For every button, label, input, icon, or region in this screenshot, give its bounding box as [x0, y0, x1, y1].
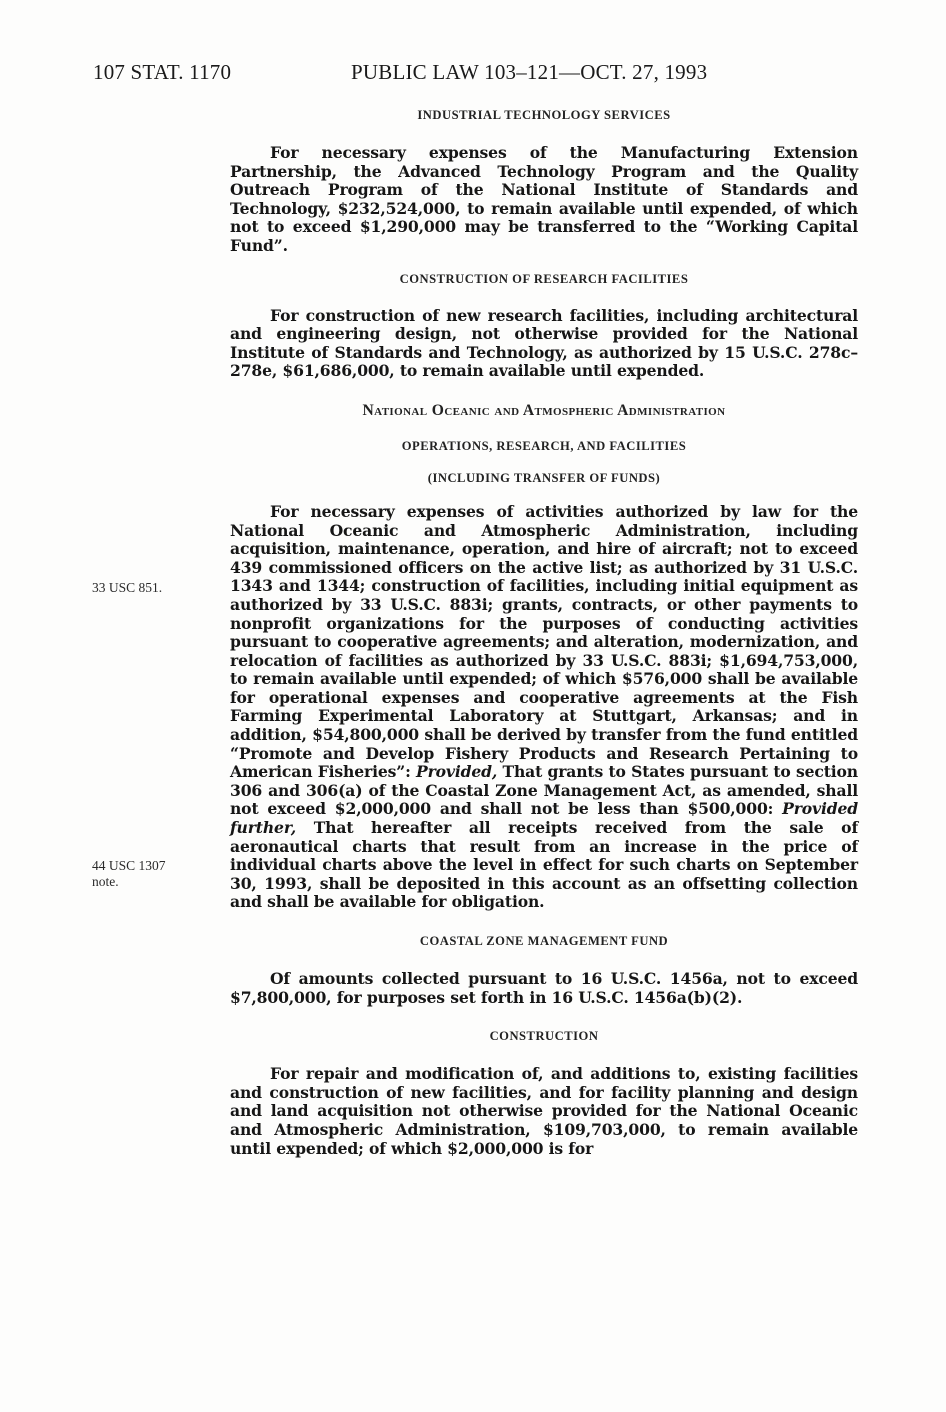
- paragraph-industrial-technology-services: For necessary expenses of the Manufacturing Extension Partnership, the Advanced Technology Program and the Quality Outreach Program of the National Institute of Standards and Technology, $232,524,000, to remain available until expended, of which not to exceed $1,290,000 may be transferred to the “Working Capital Fund”.: [230, 143, 858, 255]
- heading-industrial-technology-services: INDUSTRIAL TECHNOLOGY SERVICES: [417, 108, 671, 122]
- margin-note-44-usc-1307: [92, 858, 166, 890]
- orf-text-part-a: For necessary expenses of activities authorized by law for the National Oceanic and Atmospheric Administration, including acquisition, maintenance, operation, and hire of aircraft; not to exceed 439 commissioned officers on the active list; as authorized by 31 U.S.C. 1343 and 1344; construction of facilities, including initial equipment as authorized by 33 U.S.C. 883i; grants, contracts, or other payments to nonprofit organizations for the purposes of conducting activities pursuant to cooperative agreements; and alteration, modernization, and relocation of facilities as authorized by 33 U.S.C. 883i; $1,694,753,000, to remain available until expended; of which $576,000 shall be available for operational expenses and cooperative agreements at the Fish Farming Experimental Laboratory at Stuttgart, Arkansas; and in addition, $54,800,000 shall be derived by transfer from the fund entitled “Promote and Develop Fishery Products and Research Pertaining to American Fisheries”:: [230, 501, 858, 782]
- paragraph-operations-research-facilities: [230, 503, 858, 912]
- margin-note-line-2: note.: [92, 874, 119, 889]
- running-head: [93, 60, 853, 90]
- body-column: [230, 100, 858, 1158]
- heading-coastal-zone-management-fund: COASTAL ZONE MANAGEMENT FUND: [419, 934, 669, 948]
- orf-text-part-b: That grants to States pursuant to section 306 and 306(a) of the Coastal Zone Management Act, as amended, shall not exceed $2,000,000 and shall not be less than $500,000:: [230, 762, 858, 819]
- margin-note-33-usc-851: [92, 580, 162, 596]
- margin-note-line-1: 44 USC 1307: [92, 858, 166, 873]
- subheading-including-transfer-of-funds: (INCLUDING TRANSFER OF FUNDS): [427, 470, 661, 485]
- provided-clause: Provided,: [416, 762, 498, 782]
- stat-page-number: 107 STAT. 1170: [93, 60, 232, 84]
- heading-construction-of-research-facilities: CONSTRUCTION OF RESEARCH FACILITIES: [399, 271, 689, 286]
- public-law-citation: PUBLIC LAW 103–121—OCT. 27, 1993: [351, 60, 708, 84]
- orf-text-part-c: That hereafter all receipts received from the sale of aeronautical charts that result from an increase in the price of individual charts above the level in effect for such charts on September 30, 1993, shall be deposited in this account as an offsetting collection and shall be available for obligation.: [230, 818, 858, 912]
- heading-construction: CONSTRUCTION: [489, 1029, 599, 1044]
- heading-operations-research-facilities: OPERATIONS, RESEARCH, AND FACILITIES: [401, 438, 687, 453]
- paragraph-construction-of-research-facilities: For construction of new research facilities, including architectural and engineering design, not otherwise provided for the National Institute of Standards and Technology, as authorized by 15 U.S.C. 278c–278e, $61,686,000, to remain available until expended.: [230, 305, 858, 381]
- paragraph-construction: For repair and modification of, and additions to, existing facilities and construction of new facilities, and for facility planning and design and land acquisition not otherwise provided for the National Oceanic and Atmospheric Administration, $109,703,000, to remain available until expended; of which $2,000,000 is for: [230, 1064, 858, 1158]
- provided-further-clause: Provided further,: [230, 799, 858, 838]
- margin-note-text: 33 USC 851.: [92, 580, 163, 595]
- paragraph-coastal-zone-management-fund: Of amounts collected pursuant to 16 U.S.C. 1456a, not to exceed $7,800,000, for purposes set forth in 16 U.S.C. 1456a(b)(2).: [230, 969, 858, 1007]
- heading-noaa: National Oceanic and Atmospheric Administration: [362, 401, 726, 419]
